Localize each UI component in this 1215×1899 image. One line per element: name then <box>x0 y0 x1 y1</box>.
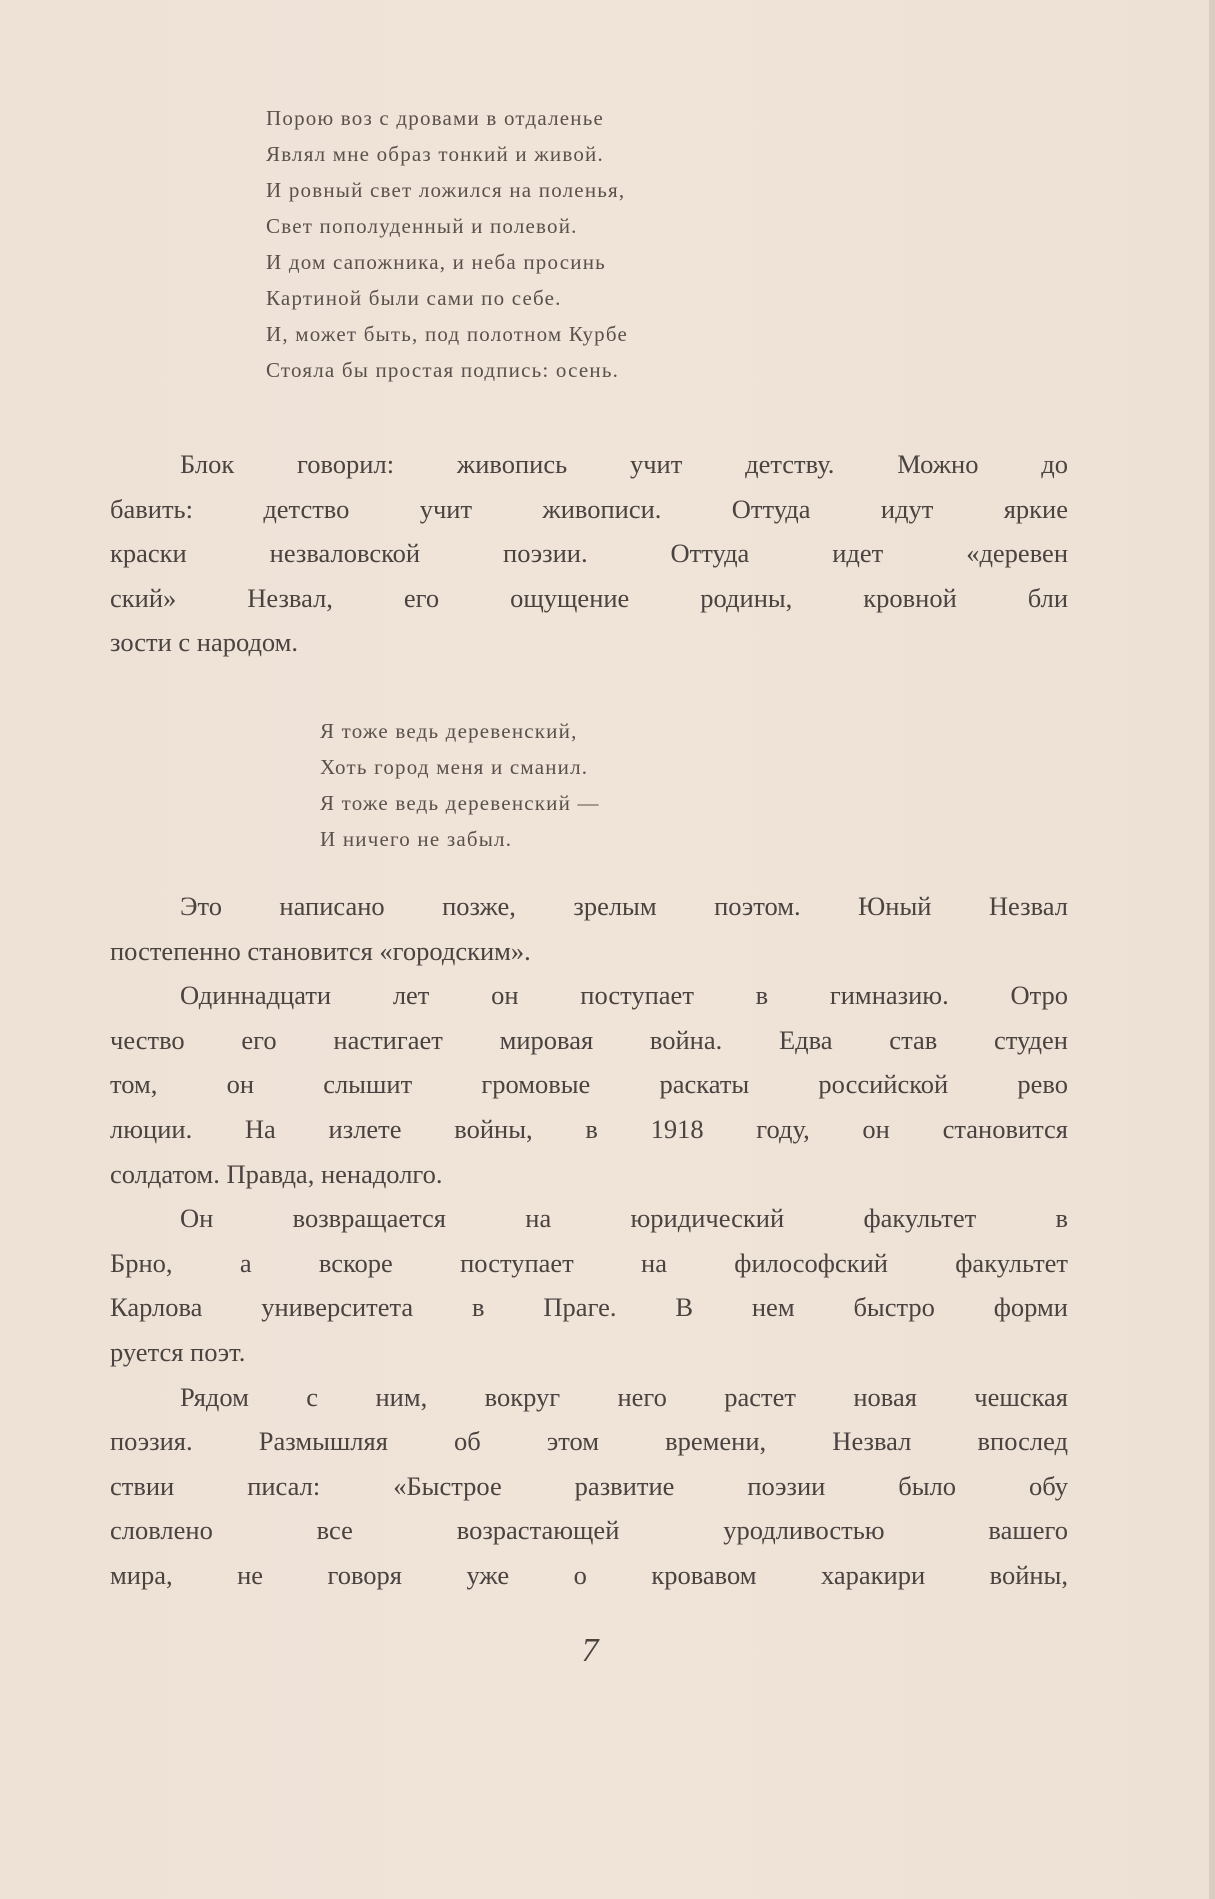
verse-line: Хоть город меня и сманил. <box>320 755 589 779</box>
text-line: Рядом с ним, вокруг него растет новая чешская <box>180 1381 1068 1412</box>
text-line: Он возвращается на юридический факультет в <box>180 1203 1068 1234</box>
verse-line: Я тоже ведь деревенский, <box>320 719 578 743</box>
text-line: солдатом. Правда, ненадолго. <box>110 1158 443 1189</box>
poem-stanza-1 <box>266 100 628 388</box>
text-line: бавить: детство учит живописи. Оттуда идут яркие <box>110 493 1068 524</box>
text-line: люции. На излете войны, в 1918 году, он становится <box>110 1113 1068 1144</box>
text-line: постепенно становится «городским». <box>110 935 531 966</box>
verse-line: Стояла бы простая подпись: осень. <box>266 358 620 382</box>
page-number: 7 <box>581 1632 599 1669</box>
verse-line: И ровный свет ложился на поленья, <box>266 178 626 202</box>
verse-line: И, может быть, под полотном Курбе <box>266 322 629 346</box>
poem-stanza-2 <box>320 713 600 857</box>
verse-line: Порою воз с дровами в отдаленье <box>266 106 605 130</box>
verse-line: И ничего не забыл. <box>320 827 513 851</box>
page-edge <box>1209 0 1215 1899</box>
text-line: ствии писал: «Быстрое развитие поэзии было обу <box>110 1470 1068 1501</box>
verse-line: Картиной были сами по себе. <box>266 286 562 310</box>
text-line: поэзия. Размышляя об этом времени, Незвал впослед <box>110 1426 1068 1457</box>
verse-line: Я тоже ведь деревенский — <box>320 791 600 815</box>
verse-line: И дом сапожника, и неба просинь <box>266 250 606 274</box>
text-line: Карлова университета в Праге. В нем быстро форми <box>110 1292 1068 1323</box>
text-line: руется поэт. <box>110 1336 246 1367</box>
text-line: Одиннадцати лет он поступает в гимназию. Отро <box>180 980 1068 1011</box>
text-line: Блок говорил: живопись учит детству. Можно до <box>180 449 1068 479</box>
text-line: краски незваловской поэзии. Оттуда идет «деревен <box>110 538 1068 569</box>
text-line: зости с народом. <box>110 627 299 658</box>
text-line: чество его настигает мировая война. Едва став студен <box>110 1024 1068 1055</box>
text-line: Это написано позже, зрелым поэтом. Юный Незвал <box>180 891 1068 921</box>
body-text <box>110 884 1068 1598</box>
text-line: мира, не говоря уже о кровавом харакири войны, <box>110 1559 1068 1590</box>
text-line: ский» Незвал, его ощущение родины, кровной бли <box>110 582 1068 613</box>
text-line: словлено все возрастающей уродливостью вашего <box>110 1515 1068 1546</box>
paragraph-1 <box>110 442 1068 665</box>
verse-line: Являл мне образ тонкий и живой. <box>266 142 604 166</box>
text-line: том, он слышит громовые раскаты российской рево <box>110 1069 1068 1100</box>
verse-line: Свет пополуденный и полевой. <box>266 214 578 238</box>
text-line: Брно, а вскоре поступает на философский факультет <box>110 1247 1068 1278</box>
